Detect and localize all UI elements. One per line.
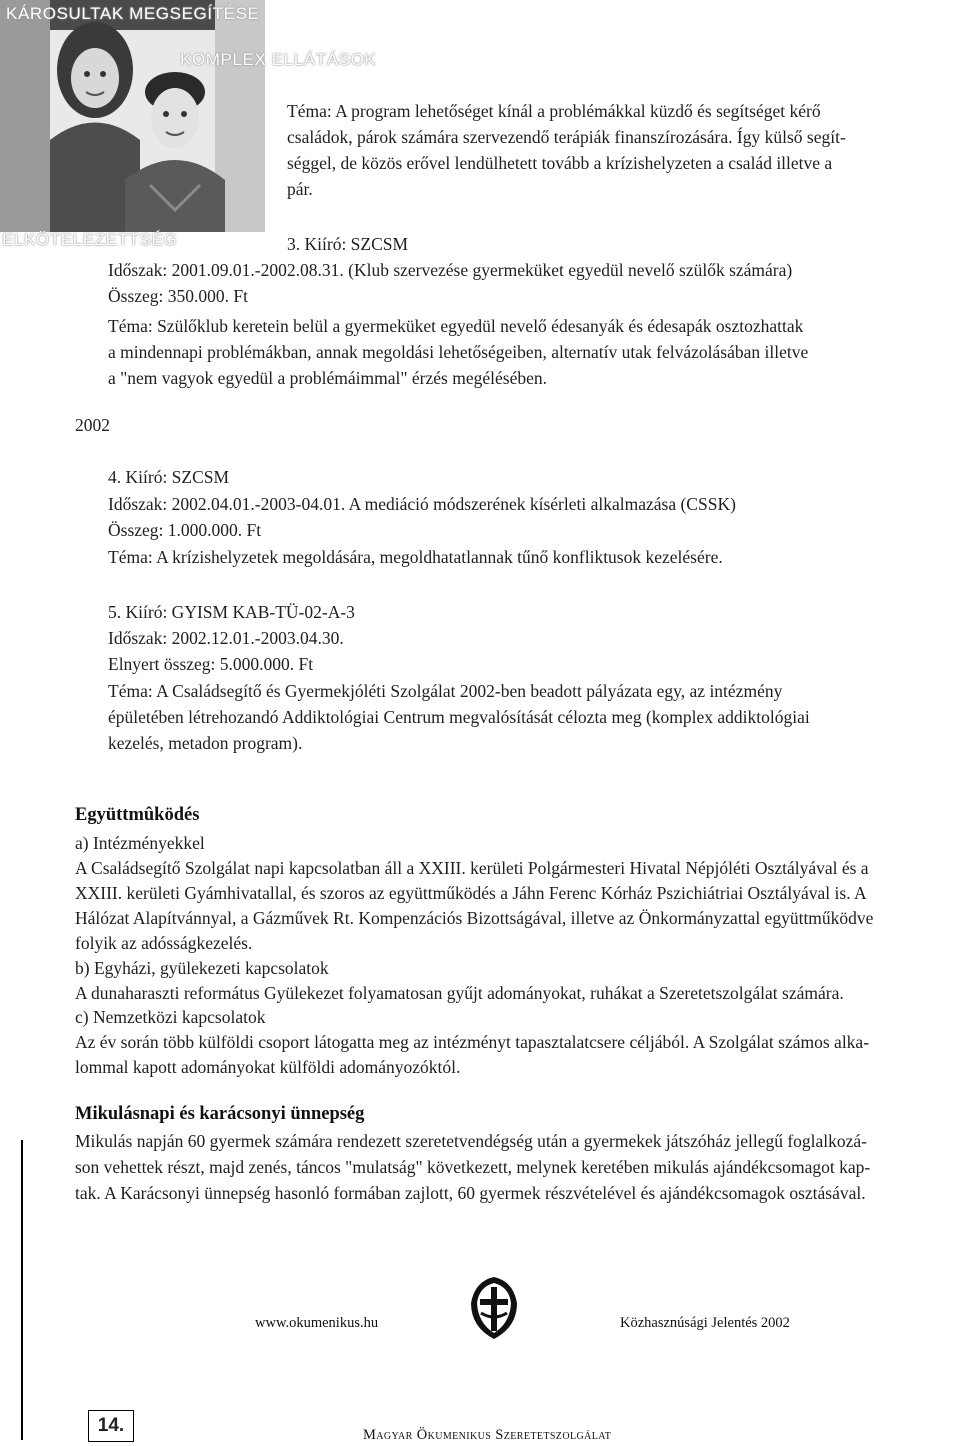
intro-tema-line-4: pár.	[287, 179, 313, 199]
cooperation-a-label: a) Intézményekkel	[75, 833, 205, 853]
item3-period: Időszak: 2001.09.01.-2002.08.31. (Klub szervezése gyermeküket egyedül nevelő szülők számára)	[108, 260, 793, 280]
watermark-text-left: ELKÖTELEZETTSÉG	[2, 230, 178, 249]
page-number: 14.	[88, 1410, 134, 1442]
cooperation-b-line-1: A dunaharaszti református Gyülekezet folyamatosan gyűjt adományokat, ruhákat a Szeretetszolgálat számára.	[75, 983, 844, 1003]
cooperation-a-line-2: XXIII. kerületi Gyámhivatallal, és szoros az együttműködés a Jáhn Ferenc Kórház Pszichiátriai Osztályával is. A	[75, 883, 867, 903]
item3-amount: Összeg: 350.000. Ft	[108, 286, 248, 306]
footer-organization: Magyar Ökumenikus Szeretetszolgálat	[363, 1427, 612, 1443]
item3-tema-line-3: a "nem vagyok egyedül a problémáimmal" érzés megélésében.	[108, 368, 547, 388]
watermark-text-mid: KOMPLEX ELLÁTÁSOK	[180, 50, 377, 69]
ecumenical-cross-logo	[467, 1275, 521, 1341]
intro-tema-line-1: Téma: A program lehetőséget kínál a problémákkal küzdő és segítséget kérő	[287, 101, 821, 121]
children-photo-illustration	[0, 0, 265, 232]
header-photo	[0, 0, 265, 232]
item5-tema-line-2: épületében létrehozandó Addiktológiai Centrum megvalósítását célozta meg (komplex addiktológiai	[108, 707, 810, 727]
cooperation-heading: Együttmûködés	[75, 805, 200, 825]
item4-tema: Téma: A krízishelyzetek megoldására, megoldhatatlannak tűnő konfliktusok kezelésére.	[108, 547, 723, 567]
item5-tema-line-3: kezelés, metadon program).	[108, 733, 303, 753]
watermark-text-top: KÁROSULTAK MEGSEGÍTÉSE	[6, 4, 260, 23]
cooperation-c-label: c) Nemzetközi kapcsolatok	[75, 1007, 266, 1027]
item4-amount: Összeg: 1.000.000. Ft	[108, 520, 262, 540]
year-label: 2002	[75, 415, 110, 435]
item3-title: 3. Kiíró: SZCSM	[287, 234, 409, 254]
item4-title: 4. Kiíró: SZCSM	[108, 467, 230, 487]
item4-period: Időszak: 2002.04.01.-2003-04.01. A mediáció módszerének kísérleti alkalmazása (CSSK)	[108, 494, 736, 514]
mikulas-line-3: tak. A Karácsonyi ünnepség hasonló formában zajlott, 60 gyermek részvételével és ajándékcsomagok osztásával.	[75, 1183, 866, 1203]
footer-website: www.okumenikus.hu	[255, 1315, 379, 1331]
left-margin-rule	[21, 1140, 23, 1440]
item3-tema-line-1: Téma: Szülőklub keretein belül a gyermeküket egyedül nevelő édesanyák és édesapák osztozhattak	[108, 316, 804, 336]
cooperation-a-line-1: A Családsegítő Szolgálat napi kapcsolatban áll a XXIII. kerületi Polgármesteri Hivatal Népjóléti Osztályával és a	[75, 858, 869, 878]
item5-period: Időszak: 2002.12.01.-2003.04.30.	[108, 628, 344, 648]
mikulas-heading: Mikulásnapi és karácsonyi ünnepség	[75, 1104, 365, 1124]
item5-title: 5. Kiíró: GYISM KAB-TÜ-02-A-3	[108, 602, 355, 622]
cooperation-a-line-4: folyik az adósságkezelés.	[75, 933, 253, 953]
footer-report-title: Közhasznúsági Jelentés 2002	[620, 1315, 790, 1331]
cooperation-c-line-2: lommal kapott adományokat külföldi adományozóktól.	[75, 1057, 461, 1077]
mikulas-line-1: Mikulás napján 60 gyermek számára rendezett szeretetvendégség után a gyermekek játszóház jellegű foglalkozá-	[75, 1131, 868, 1151]
item5-amount: Elnyert összeg: 5.000.000. Ft	[108, 654, 314, 674]
intro-tema-line-3: séggel, de közös erővel lendülhetett tovább a krízishelyzeten a család illetve a	[287, 153, 833, 173]
cooperation-c-line-1: Az év során több külföldi csoport látogatta meg az intézményt tapasztalatcsere céljából. A Szolgálat számos alka-	[75, 1032, 870, 1052]
mikulas-line-2: son vehettek részt, majd zenés, táncos "mulatság" következett, melynek keretében mikulás ajándékcsomagot kap-	[75, 1157, 871, 1177]
item5-tema-line-1: Téma: A Családsegítő és Gyermekjóléti Szolgálat 2002-ben beadott pályázata egy, az intézmény	[108, 681, 783, 701]
cooperation-b-label: b) Egyházi, gyülekezeti kapcsolatok	[75, 958, 329, 978]
item3-tema-line-2: a mindennapi problémákban, annak megoldási lehetőségeiben, alternatív utak felvázolásában illetve	[108, 342, 809, 362]
intro-tema-line-2: családok, párok számára szervezendő terápiák finanszírozására. Így külső segít-	[287, 127, 846, 147]
cooperation-a-line-3: Hálózat Alapítvánnyal, a Gázművek Rt. Kompenzációs Bizottságával, illetve az Önkormányzattal együttműködve	[75, 908, 874, 928]
